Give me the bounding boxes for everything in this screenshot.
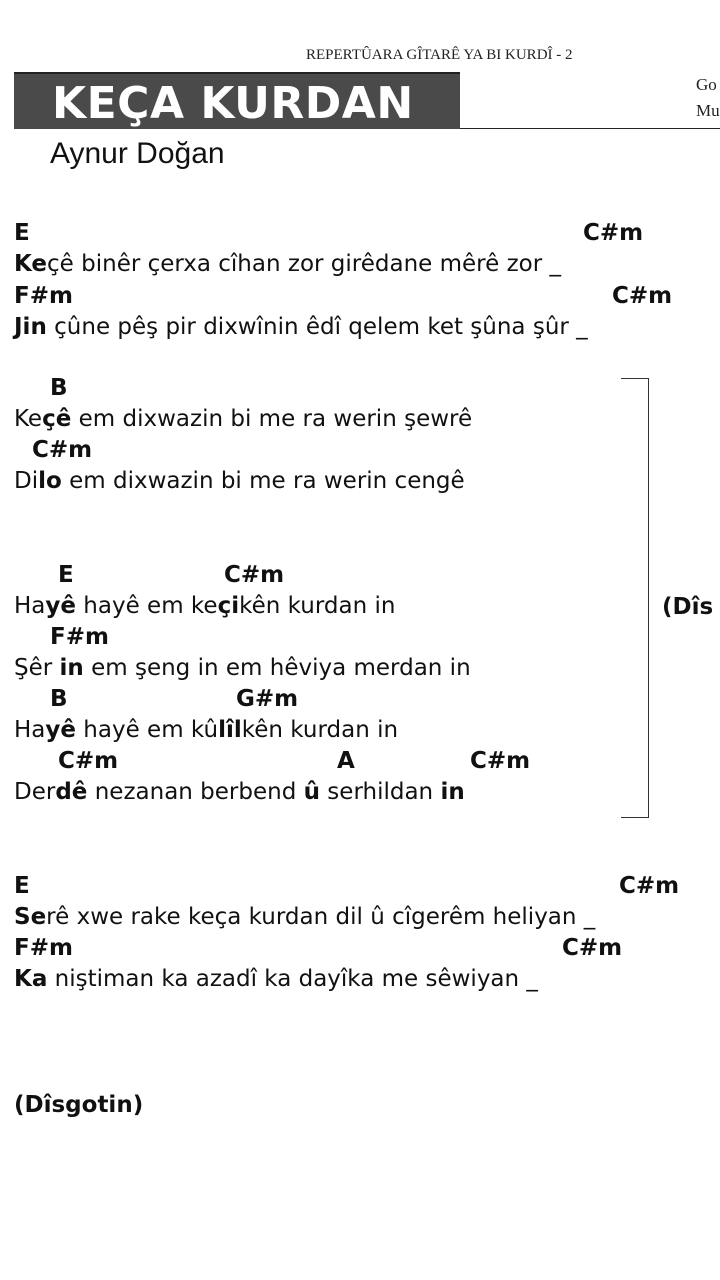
lyric-bold: Ke xyxy=(14,251,48,277)
lyric-bold: Jin xyxy=(14,314,47,340)
chord: C#m xyxy=(32,437,93,463)
lyric-bold: Se xyxy=(14,904,47,930)
lyric-line xyxy=(14,778,465,806)
chord: C#m xyxy=(619,873,680,899)
lyric-bold: lo xyxy=(38,468,62,494)
lyric-line xyxy=(14,716,398,744)
title-rule-divider xyxy=(460,128,720,129)
lyric-text: Der xyxy=(14,779,56,805)
chord: E xyxy=(14,220,30,246)
repeat-bracket xyxy=(621,378,649,818)
series-header: REPERTÛARA GÎTARÊ YA BI KURDÎ - 2 xyxy=(306,47,573,63)
lyric-line xyxy=(14,250,561,278)
lyric-text: Di xyxy=(14,468,39,494)
lyric-line xyxy=(14,654,471,682)
lyric-text: em dixwazin bi me ra werin cengê xyxy=(61,468,465,494)
song-title: KEÇA KURDAN xyxy=(52,78,414,129)
lyric-text: Ha xyxy=(14,717,46,743)
lyric-line xyxy=(14,405,472,433)
repeat-label-side: (Dîs xyxy=(662,594,714,620)
lyric-text: hayê em kû xyxy=(75,717,219,743)
lyric-text: kên kurdan in xyxy=(241,717,399,743)
credit-line-2: Mu xyxy=(696,101,720,120)
lyric-bold: in xyxy=(59,655,84,681)
lyric-bold: yê xyxy=(45,593,76,619)
lyric-text: çê binêr çerxa cîhan zor girêdane mêrê zor _ xyxy=(47,251,561,277)
chord: C#m xyxy=(612,283,673,309)
lyric-bold: çê xyxy=(42,406,72,432)
lyric-line xyxy=(14,965,538,993)
chord: C#m xyxy=(583,220,644,246)
lyric-text: niştiman ka azadî ka dayîka me sêwiyan _ xyxy=(47,966,538,992)
lyric-bold: û xyxy=(303,779,320,805)
lyric-line xyxy=(14,313,588,341)
lyric-text: rê xwe rake keça kurdan dil û cîgerêm heliyan _ xyxy=(46,904,596,930)
lyric-bold: çi xyxy=(217,593,240,619)
lyric-line xyxy=(14,592,395,620)
lyric-text: em dixwazin bi me ra werin şewrê xyxy=(71,406,473,432)
lyric-bold: dê xyxy=(55,779,88,805)
chord: B xyxy=(50,686,68,712)
lyric-bold: lîl xyxy=(218,717,242,743)
chord: F#m xyxy=(14,935,73,961)
lyric-text: em şeng in em hêviya merdan in xyxy=(83,655,471,681)
chord: C#m xyxy=(562,935,623,961)
lyric-text: Ke xyxy=(14,406,43,432)
lyric-text: nezanan berbend xyxy=(87,779,304,805)
lyric-bold: in xyxy=(440,779,465,805)
chord: C#m xyxy=(470,748,531,774)
lyric-text: hayê em ke xyxy=(75,593,218,619)
chord: C#m xyxy=(58,748,119,774)
chord: F#m xyxy=(50,624,109,650)
chord: C#m xyxy=(224,562,285,588)
lyric-text: serhildan xyxy=(320,779,441,805)
lyric-bold: yê xyxy=(45,717,76,743)
lyric-text: kên kurdan in xyxy=(239,593,396,619)
lyric-line xyxy=(14,467,465,495)
artist-name: Aynur Doğan xyxy=(50,137,225,170)
lyric-text: Ha xyxy=(14,593,46,619)
lyric-text: Şêr xyxy=(14,655,60,681)
repeat-label-footer: (Dîsgotin) xyxy=(14,1092,144,1118)
lyric-bold: Ka xyxy=(14,966,48,992)
chord: B xyxy=(50,375,68,401)
chord: G#m xyxy=(236,686,299,712)
chord: A xyxy=(337,748,355,774)
credit-line-1: Go xyxy=(696,75,717,94)
lyric-text: çûne pêş pir dixwînin êdî qelem ket şûna şûr _ xyxy=(46,314,588,340)
chord: F#m xyxy=(14,283,73,309)
chord: E xyxy=(14,873,30,899)
chord: E xyxy=(58,562,74,588)
lyric-line xyxy=(14,903,595,931)
